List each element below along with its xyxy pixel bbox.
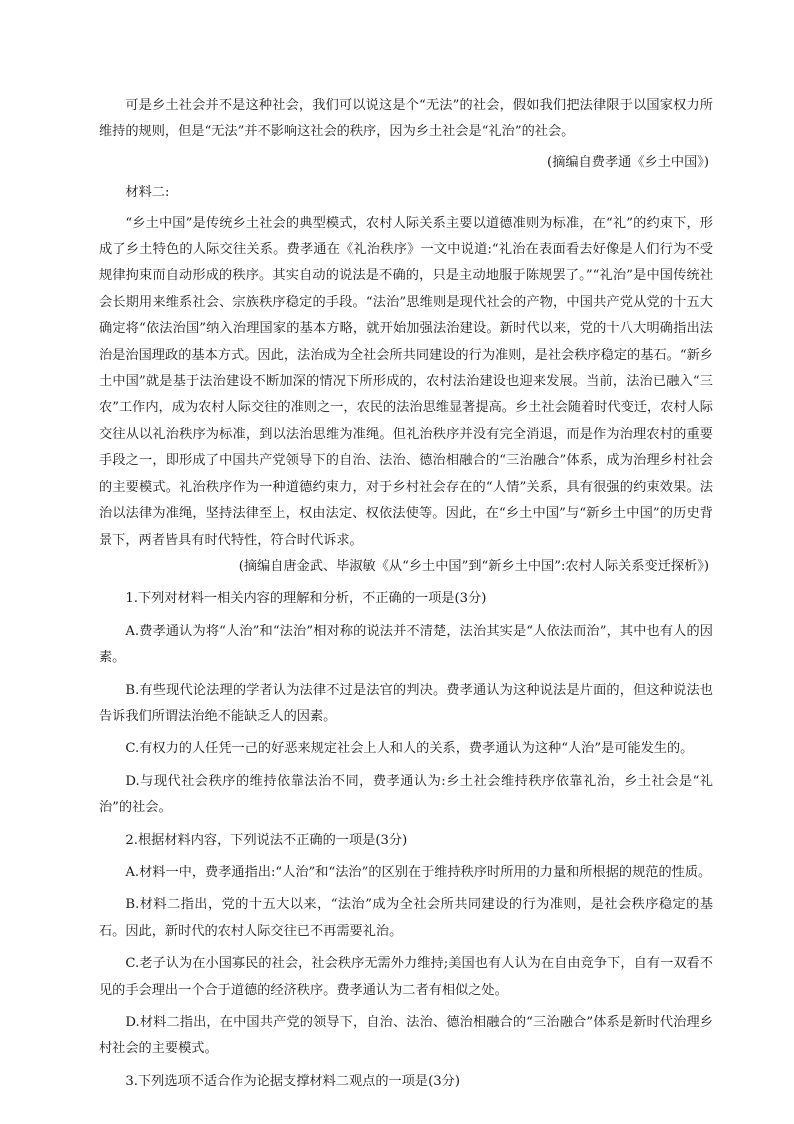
- question-1-option-d: D.与现代社会秩序的维持依靠法治不同，费孝通认为:乡土社会维持秩序依靠礼治，乡土社会是“礼治”的社会。: [99, 773, 713, 816]
- question-2-option-d: D.材料二指出，在中国共产党的领导下，自治、法治、德治相融合的“三治融合”体系是新时代治理乡村社会的主要模式。: [99, 1015, 713, 1057]
- spacer: [99, 672, 713, 676]
- spacer: [99, 886, 713, 890]
- question-2-option-b: B.材料二指出，党的十五大以来，“法治”成为全社会所共同建设的行为准则，是社会秩序稳定的基石。因此，新时代的农村人际交往已不再需要礼治。: [99, 897, 713, 939]
- spacer: [99, 613, 713, 617]
- spacer: [99, 822, 713, 826]
- question-1-option-b: B.有些现代论法理的学者认为法律不过是法官的判决。费孝通认为这种说法是片面的，但这种说法也告诉我们所谓法治绝不能缺乏人的因素。: [99, 682, 713, 724]
- question-1-option-a: A.费孝通认为将“人治”和“法治”相对称的说法并不清楚，法治其实是“人依法而治”，其中也有人的因素。: [99, 623, 713, 666]
- question-1-stem: 1.下列对材料一相关内容的理解和分析，不正确的一项是(3分): [125, 591, 487, 607]
- spacer: [99, 730, 713, 734]
- question-3-stem: 3.下列选项不适合作为论据支撑材料二观点的一项是(3分): [125, 1073, 460, 1089]
- exam-page: [99, 93, 713, 1095]
- question-1-option-c: C.有权力的人任凭一己的好恶来规定社会上人和人的关系，费孝通认为这种“人治”是可能发生的。: [125, 741, 694, 757]
- spacer: [99, 1063, 713, 1067]
- question-2-option-c: C.老子认为在小国寡民的社会，社会秩序无需外力维持;美国也有人认为在自由竞争下，自有一双看不见的手会理出一个合于道德的经济秩序。费孝通认为二者有相似之处。: [99, 956, 713, 998]
- question-2-stem: 2.根据材料内容，下列说法不正确的一项是(3分): [125, 832, 408, 848]
- material1-source: (摘编自费孝通《乡土中国》): [547, 154, 709, 170]
- material1-tail-paragraph: 可是乡土社会并不是这种社会，我们可以说这是个“无法”的社会，假如我们把法律限于以国家权力所维持的规则，但是“无法”并不影响这社会的秩序，因为乡土社会是“礼治”的社会。: [99, 98, 713, 140]
- spacer: [99, 763, 713, 767]
- material2-body: “乡土中国”是传统乡土社会的典型模式，农村人际关系主要以道德准则为标准，在“礼”的约束下，形成了乡土特色的人际交往关系。费孝通在《礼治秩序》一文中说道:“礼治在表面看去好像是人们行为不受规律拘束而自动形成的秩序。其实自动的说法是不确的，只是主动地服于陈规罢了。”“礼治”是中国传统社会长期用来维系社会、宗族秩序稳定的手段。“法治”思维则是现代社会的产物，中国共产党从党的十五大确定将“依法治国”纳入治理国家的基本方略，就开始加强法治建设。新时代以来，党的十八大明确指出法治是治国理政的基本方式。因此，法治成为全社会所共同建设的行为准则，是社会秩序稳定的基石。“新乡土中国”就是基于法治建设不断加深的情况下所形成的，农村法治建设也迎来发展。当前，法治已融入“三农”工作内，成为农村人际交往的准则之一，农民的法治思维显著提高。乡土社会随着时代变迁，农村人际交往从以礼治秩序为标准，到以法治思维为准绳。但礼治秩序并没有完全消退，而是作为治理农村的重要手段之一，即形成了中国共产党领导下的自治、法治、德治相融合的“三治融合”体系，成为治理乡村社会的主要模式。礼治秩序作为一种道德约束力，对于乡村社会存在的“人情”关系，具有很强的约束效果。法治以法律为准绳，坚持法律至上，权由法定、权依法使等。因此，在“乡土中国”与“新乡土中国”的历史背景下，两者皆具有时代特性，符合时代诉求。: [99, 215, 713, 548]
- material2-heading: 材料二:: [125, 185, 170, 201]
- spacer: [99, 580, 713, 584]
- question-2-option-a: A.材料一中，费孝通指出:“人治”和“法治”的区别在于维持秩序时所用的力量和所根据的规范的性质。: [125, 864, 712, 880]
- spacer: [99, 945, 713, 949]
- spacer: [99, 854, 713, 858]
- material2-source: (摘编自唐金武、毕淑敏《从“乡土中国”到“新乡土中国”:农村人际关系变迁探析》): [238, 558, 709, 574]
- spacer: [99, 1004, 713, 1008]
